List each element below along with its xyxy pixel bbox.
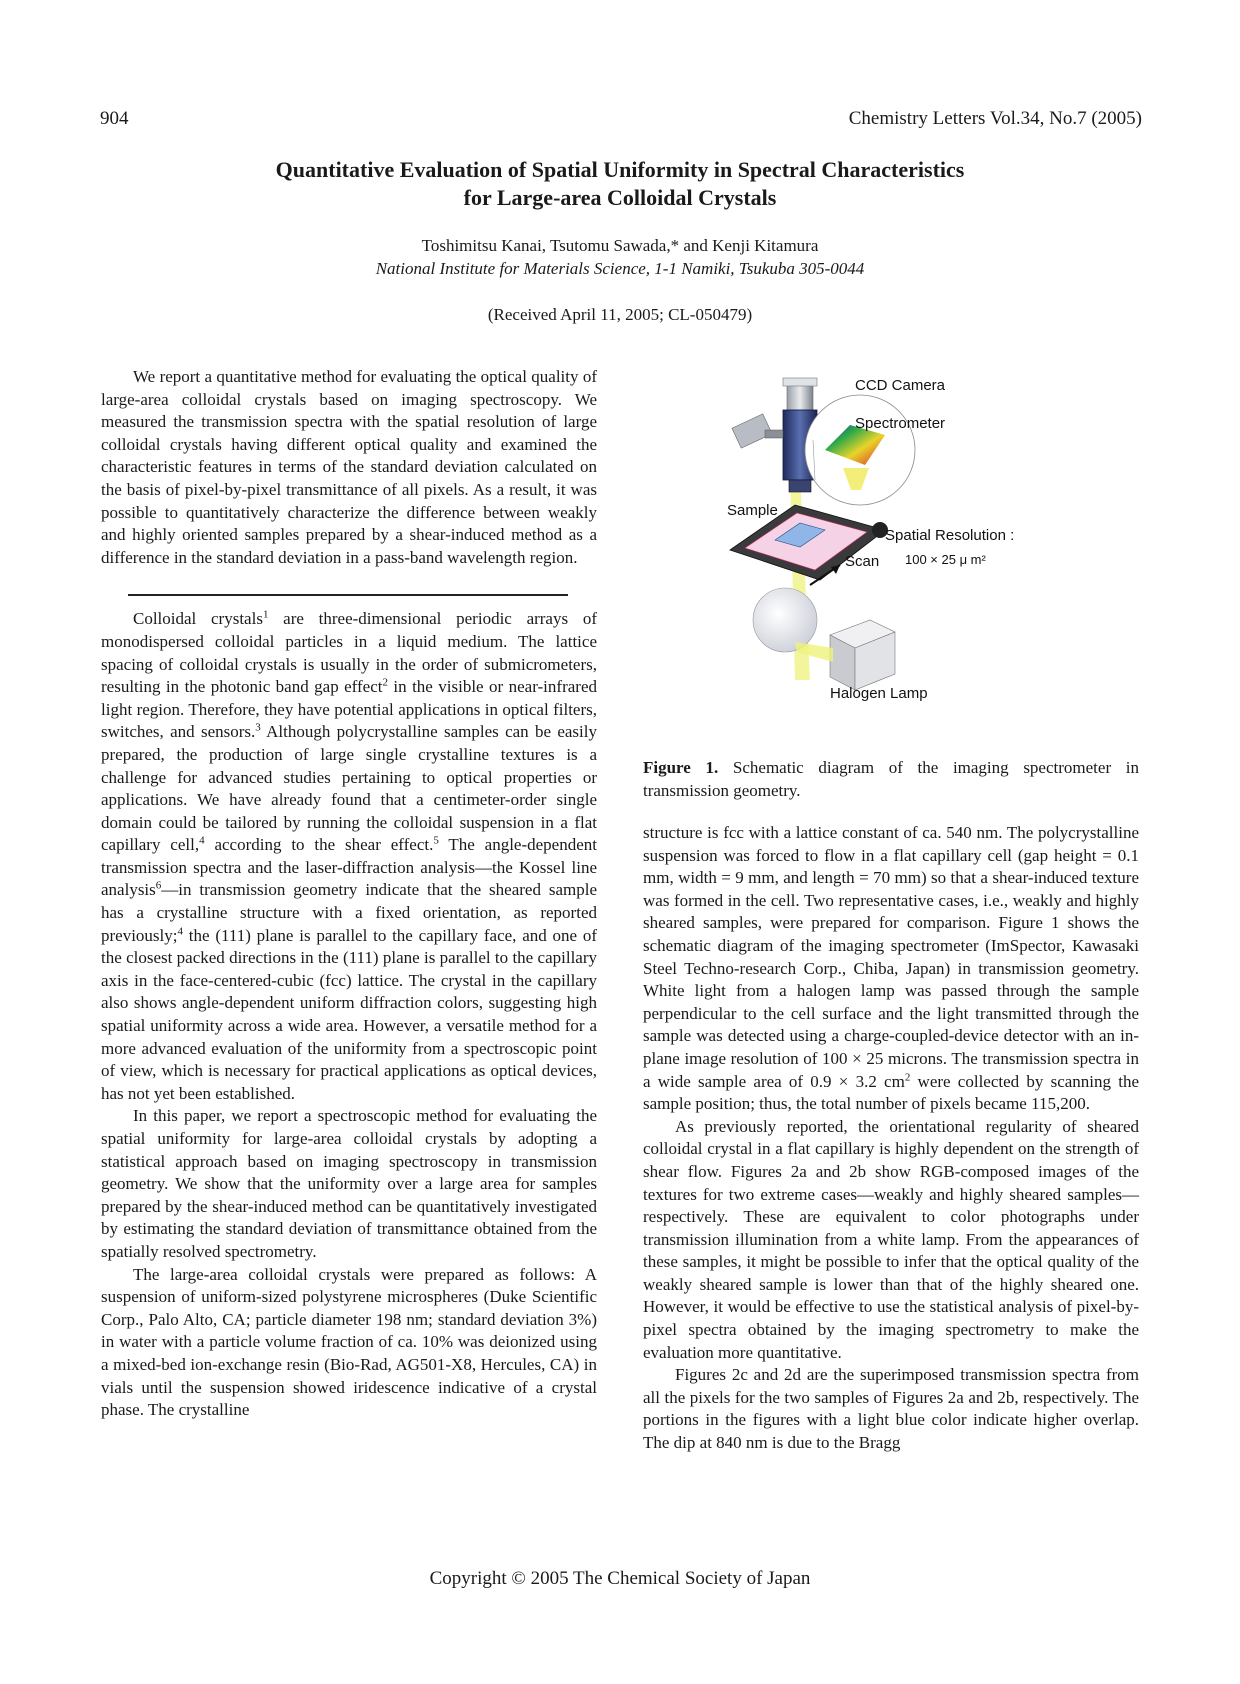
- text-run: —in transmission geometry indicate that the sheared sample has a crystalline structure with a fixed orientation, as reported previously;: [101, 880, 597, 945]
- citation-ref: 1: [262, 608, 269, 621]
- abstract-divider: [128, 594, 568, 596]
- citation-ref: 4: [177, 925, 183, 937]
- affiliation: National Institute for Materials Science, 1-1 Namiki, Tsukuba 305-0044: [375, 259, 865, 278]
- ccd-camera-top: [783, 378, 817, 386]
- text-run: The angle-dependent transmission spectra and the laser-diffraction analysis—the Kossel line analysis: [101, 835, 597, 900]
- text-run: according to the shear effect.: [204, 835, 434, 855]
- body-paragraph-5: As previously reported, the orientational regularity of sheared colloidal crystal in a flat capillary is highly dependent on the strength of shear flow. Figures 2a and 2b show RGB-composed images of the textures for two extreme cases—weakly and highly sheared samples—respectively. These are equivalent to color photographs under transmission illumination from a white lamp. From the appearances of these samples, it might be possible to infer that the optical quality of the weakly sheared sample is lower than that of the highly sheared one. However, it would be effective to use the statistical analysis of pixel-by-pixel spectra obtained by the imaging spectrometry to make the evaluation more quantitative.: [643, 1116, 1139, 1362]
- body-paragraph-3: The large-area colloidal crystals were prepared as follows: A suspension of uniform-sized polystyrene microspheres (Duke Scientific Corp., Palo Alto, CA; particle diameter 198 nm; standard deviation 3%) in water with a particle volume fraction of ca. 10% was deionized using a mixed-bed ion-exchange resin (Bio-Rad, AG501-X8, Hercules, CA) in vials until the suspension showed iridescence indicative of a crystal phase. The crystalline: [101, 1264, 597, 1420]
- body-paragraph-6: Figures 2c and 2d are the superimposed transmission spectra from all the pixels for the two samples of Figures 2a and 2b, respectively. The portions in the figures with a light blue color indicate higher overlap. The dip at 840 nm is due to the Bragg: [643, 1365, 1139, 1453]
- citation-ref: 2: [382, 676, 388, 689]
- label-scan: Scan: [845, 553, 880, 570]
- label-resolution-value: 100 × 25 μ m²: [905, 552, 986, 567]
- left-column: [101, 366, 597, 1422]
- article-title: [0, 156, 1240, 212]
- text-run: Colloidal crystals: [133, 609, 263, 629]
- figure-1-caption: [643, 757, 1139, 802]
- body-paragraph-4: [643, 822, 1139, 1116]
- superscript: 2: [904, 1070, 911, 1083]
- text-run: Although polycrystalline samples can be easily prepared, the production of large single crystalline textures is a challenge for advanced studies pertaining to optical properties or applications. We have already found that a centimeter-order single domain could be tailored by running the colloidal suspension in a flat capillary cell,: [101, 722, 597, 855]
- figure-1-diagram: [727, 377, 1053, 745]
- label-ccd-camera: CCD Camera: [855, 377, 946, 394]
- side-arm: [765, 430, 783, 438]
- label-sample: Sample: [727, 502, 778, 519]
- objective: [789, 480, 811, 492]
- right-column: [643, 822, 1139, 1455]
- label-spatial-resolution: Spatial Resolution :: [885, 527, 1015, 544]
- received-date: (Received April 11, 2005; CL-050479): [487, 305, 753, 324]
- citation-ref: 3: [255, 721, 261, 734]
- title-line-2: for Large-area Colloidal Crystals: [463, 185, 777, 210]
- copyright-footer: Copyright © 2005 The Chemical Society of Japan: [429, 1568, 811, 1589]
- text-run: were collected by scanning the sample position; thus, the total number of pixels became 115,200.: [643, 1071, 1140, 1114]
- label-spectrometer: Spectrometer: [855, 415, 946, 432]
- page-number: 904: [100, 108, 129, 129]
- body-paragraph-1: [101, 608, 597, 1105]
- citation-ref: 4: [199, 834, 205, 847]
- caption-label: Figure 1.: [643, 758, 719, 777]
- text-run: are three-dimensional periodic arrays of monodispersed colloidal particles in a liquid medium. The lattice spacing of colloidal crystals is usually in the order of submicrometers, resulting in the photonic band gap effect: [101, 609, 597, 697]
- text-run: in the visible or near-infrared light region. Therefore, they have potential applications in optical filters, switches, and sensors.: [101, 677, 597, 742]
- condenser-lens: [753, 588, 817, 652]
- authors: Toshimitsu Kanai, Tsutomu Sawada,* and Kenji Kitamura: [421, 236, 819, 255]
- citation-ref: 6: [155, 879, 162, 892]
- body-paragraph-2: In this paper, we report a spectroscopic method for evaluating the spatial uniformity for large-area colloidal crystals by adopting a statistical approach based on imaging spectroscopy in transmission geometry. We show that the uniformity over a large area for samples prepared by the shear-induced method can be quantitatively investigated by estimating the standard deviation of transmittance obtained from the spatially resolved spectrometry.: [101, 1106, 597, 1261]
- abstract-text: We report a quantitative method for evaluating the optical quality of large-area colloidal crystals based on imaging spectroscopy. We measured the transmission spectra with the spatial resolution of large colloidal crystals having different optical quality and examined the characteristic features in terms of the standard deviation calculated on the basis of pixel-by-pixel transmittance of all pixels. As a result, it was possible to quantitatively characterize the difference between weakly and highly oriented samples prepared by a shear-induced method as a difference in the standard deviation in a pass-band wavelength region.: [101, 367, 597, 567]
- caption-text: Schematic diagram of the imaging spectrometer in transmission geometry.: [643, 758, 1139, 800]
- journal-citation: Chemistry Letters Vol.34, No.7 (2005): [848, 108, 1142, 129]
- label-halogen-lamp: Halogen Lamp: [830, 685, 928, 702]
- text-run: structure is fcc with a lattice constant of ca. 540 nm. The polycrystalline suspension was forced to flow in a flat capillary cell (gap height = 0.1 mm, width = 9 mm, and length = 70 mm) so that a shear-induced texture was formed in the cell. Two representative cases, i.e., weakly and highly sheared samples, were prepared for comparison. Figure 1 shows the schematic diagram of the imaging spectrometer (ImSpector, Kawasaki Steel Techno-research Corp., Chiba, Japan) in transmission geometry. White light from a halogen lamp was passed through the sample perpendicular to the cell surface and the light transmitted through the sample was detected using a charge-coupled-device detector with an in-plane image resolution of 100 × 25 microns. The transmission spectra in a wide sample area of 0.9 × 3.2 cm: [643, 823, 1139, 1091]
- text-run: the (111) plane is parallel to the capillary face, and one of the closest packed directions in the (111) plane is parallel to the capillary axis in the face-centered-cubic (fcc) lattice. The crystal in the capillary also shows angle-dependent uniform diffraction colors, suggesting high spatial uniformity across a wide area. However, a versatile method for a more advanced evaluation of the uniformity from a spectroscopic point of view, which is necessary for practical applications as optical devices, has not yet been established.: [101, 925, 597, 1103]
- citation-ref: 5: [433, 834, 439, 847]
- title-line-1: Quantitative Evaluation of Spatial Uniformity in Spectral Characteristics: [275, 157, 965, 182]
- abstract: [101, 366, 597, 569]
